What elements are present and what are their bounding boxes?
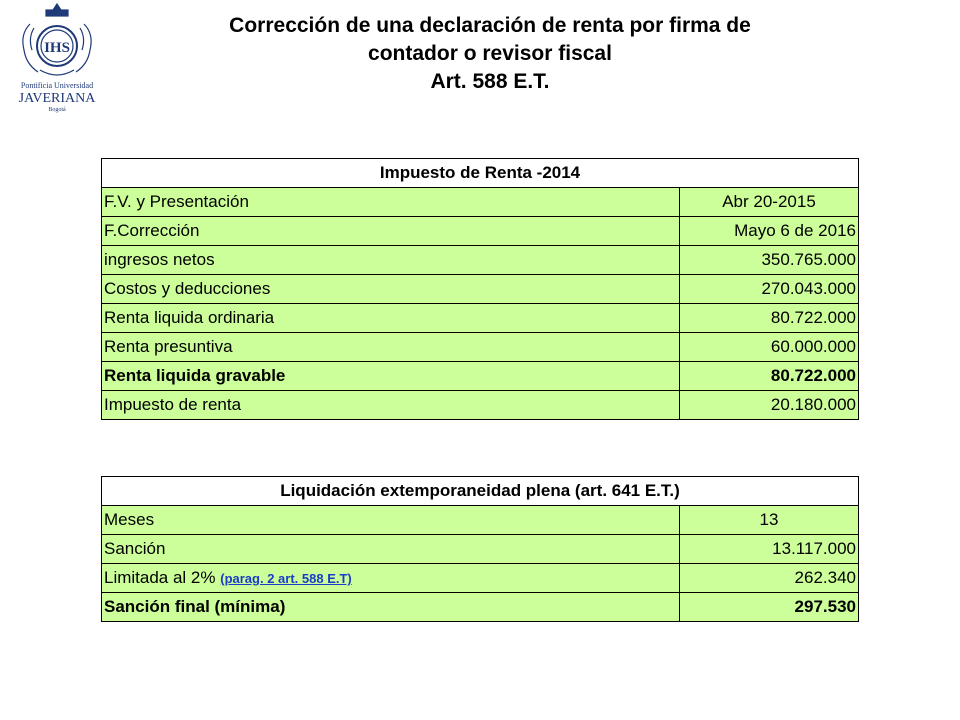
- title-line3: Art. 588 E.T.: [430, 70, 550, 93]
- row-label: Renta liquida ordinaria: [102, 304, 680, 333]
- university-logo: [10, 0, 105, 120]
- row-value: 60.000.000: [680, 333, 859, 362]
- row-value: Abr 20-2015: [680, 188, 859, 217]
- table-row: [102, 535, 859, 564]
- logo-line2: JAVERIANA: [18, 91, 96, 106]
- table-row: [102, 333, 859, 362]
- row-value: 13: [680, 506, 859, 535]
- table-row: [102, 217, 859, 246]
- page-title: [130, 12, 850, 96]
- table-row: [102, 564, 859, 593]
- penalty-table: [101, 476, 859, 622]
- title-line2: contador o revisor fiscal: [368, 42, 612, 65]
- title-line1: Corrección de una declaración de renta por firma de: [229, 14, 751, 37]
- row-label: Limitada al 2%: [104, 568, 216, 587]
- row-value: 13.117.000: [680, 535, 859, 564]
- row-label: F.V. y Presentación: [102, 188, 680, 217]
- table-row: [102, 506, 859, 535]
- row-label: Meses: [102, 506, 680, 535]
- table-header: Impuesto de Renta -2014: [102, 159, 859, 188]
- logo-line3: Bogotá: [48, 107, 66, 113]
- row-value: 80.722.000: [680, 304, 859, 333]
- row-value: Mayo 6 de 2016: [680, 217, 859, 246]
- row-label: F.Corrección: [102, 217, 680, 246]
- row-label: ingresos netos: [102, 246, 680, 275]
- row-label-with-link: [102, 564, 680, 593]
- row-label: Sanción: [102, 535, 680, 564]
- table-row: [102, 593, 859, 622]
- table-row: [102, 304, 859, 333]
- logo-line1: Pontificia Universidad: [20, 81, 94, 90]
- svg-text:IHS: IHS: [44, 40, 70, 56]
- row-value: 350.765.000: [680, 246, 859, 275]
- row-label: Impuesto de renta: [102, 391, 680, 420]
- row-label: Costos y deducciones: [102, 275, 680, 304]
- row-label: Renta liquida gravable: [102, 362, 680, 391]
- row-value: 80.722.000: [680, 362, 859, 391]
- income-tax-table: [101, 158, 859, 420]
- row-label: Renta presuntiva: [102, 333, 680, 362]
- row-value: 270.043.000: [680, 275, 859, 304]
- row-value: 297.530: [680, 593, 859, 622]
- article-reference-link[interactable]: (parag. 2 art. 588 E.T): [220, 571, 352, 586]
- table-row: [102, 188, 859, 217]
- row-value: 20.180.000: [680, 391, 859, 420]
- crest-icon: [23, 4, 91, 75]
- row-value: 262.340: [680, 564, 859, 593]
- table-row: [102, 275, 859, 304]
- table-header: Liquidación extemporaneidad plena (art. 641 E.T.): [102, 477, 859, 506]
- table-row: [102, 362, 859, 391]
- table-row: [102, 246, 859, 275]
- table-row: [102, 391, 859, 420]
- row-label: Sanción final (mínima): [102, 593, 680, 622]
